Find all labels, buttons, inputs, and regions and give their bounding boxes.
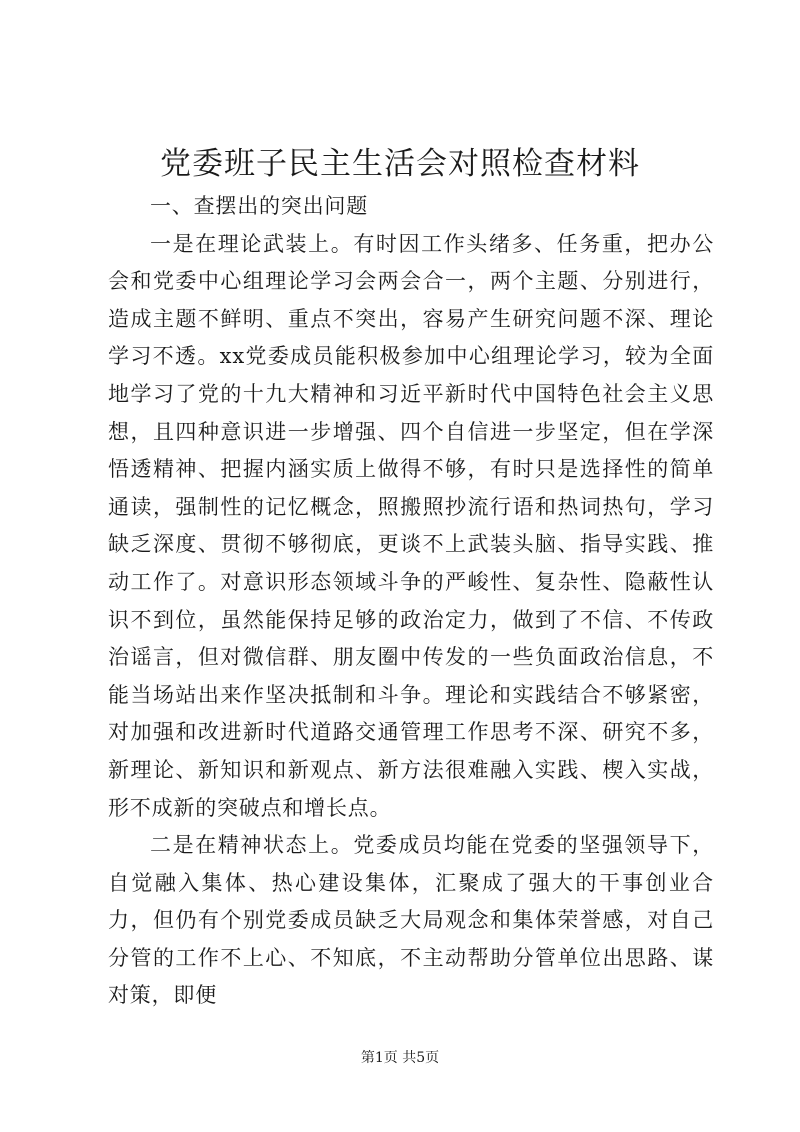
paragraph-1: 一是在理论武装上。有时因工作头绪多、任务重，把办公会和党委中心组理论学习会两会合一，两个主题、分别进行，造成主题不鲜明、重点不突出，容易产生研究问题不深、理论学习不透。xx党委成员能积极参加中心组理论学习，较为全面地学习了党的十九大精神和习近平新时代中国特色社会主义思想，且四种意识进一步增强、四个自信进一步坚定，但在学深悟透精神、把握内涵实质上做得不够，有时只是选择性的简单通读，强制性的记忆概念，照搬照抄流行语和热词热句，学习缺乏深度、贯彻不够彻底，更谈不上武装头脑、指导实践、推动工作了。对意识形态领域斗争的严峻性、复杂性、隐蔽性认识不到位，虽然能保持足够的政治定力，做到了不信、不传政治谣言，但对微信群、朋友圈中传发的一些负面政治信息，不能当场站出来作坚决抵制和斗争。理论和实践结合不够紧密，对加强和改进新时代道路交通管理工作思考不深、研究不多，新理论、新知识和新观点、新方法很难融入实践、楔入实战，形不成新的突破点和增长点。 [108, 231, 714, 820]
section-heading: 一、查摆出的突出问题 [150, 194, 368, 218]
document-body [108, 188, 714, 1015]
paragraph-2: 二是在精神状态上。党委成员均能在党委的坚强领导下，自觉融入集体、热心建设集体，汇聚成了强大的干事创业合力，但仍有个别党委成员缺乏大局观念和集体荣誉感，对自己分管的工作不上心、不知底，不主动帮助分管单位出思路、谋对策，即便 [108, 833, 714, 1008]
page-footer: 第1页 共5页 [360, 1050, 440, 1066]
document-title: 党委班子民主生活会对照检查材料 [160, 146, 640, 182]
